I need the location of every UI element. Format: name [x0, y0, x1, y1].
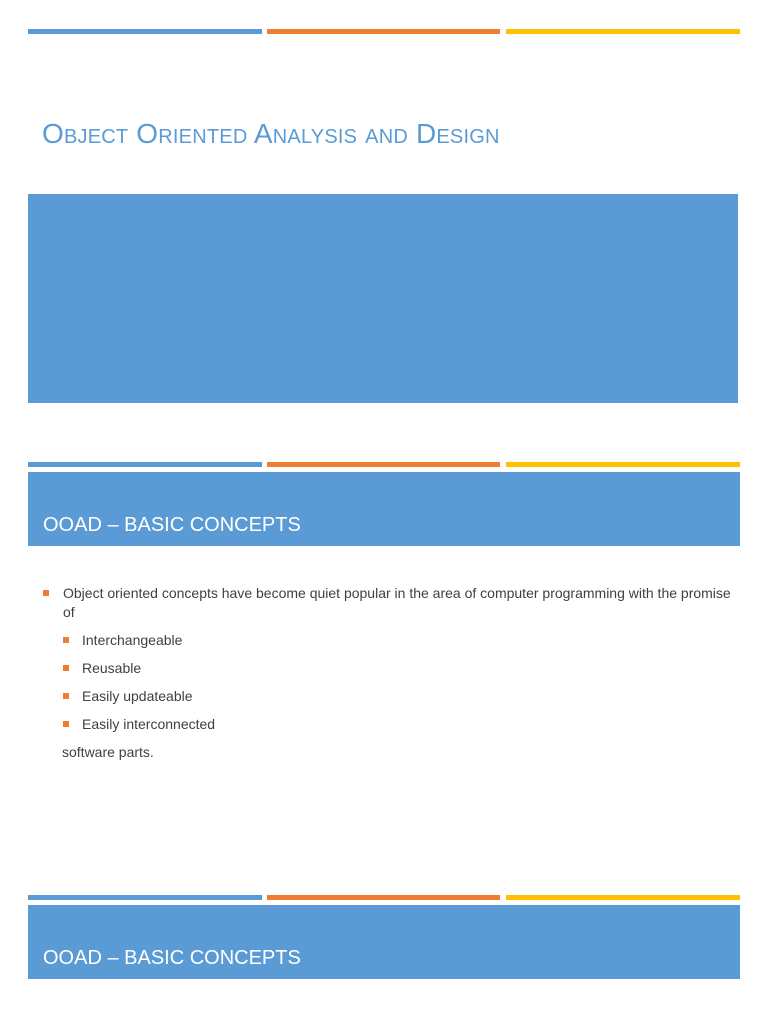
bullet-square-icon — [63, 721, 69, 727]
sub-bullet-text: Interchangeable — [82, 632, 183, 648]
banner-title: OOAD – BASIC CONCEPTS — [43, 514, 301, 536]
bullet-square-icon — [63, 637, 69, 643]
sub-bullet-item — [42, 687, 732, 706]
sub-bullet-item — [42, 715, 732, 734]
slide-title: Object Oriented Analysis and Design — [42, 118, 500, 149]
top-stripe-orange — [267, 895, 500, 900]
top-stripe-blue — [28, 29, 262, 34]
top-stripe-yellow — [506, 895, 740, 900]
blue-content-panel — [28, 194, 738, 403]
bullet-square-icon — [63, 693, 69, 699]
bullet-square-icon — [43, 590, 49, 596]
top-stripe-yellow — [506, 29, 740, 34]
trailing-text: software parts. — [62, 744, 154, 760]
top-stripe-orange — [267, 462, 500, 467]
bullet-square-icon — [63, 665, 69, 671]
sub-bullet-item — [42, 659, 732, 678]
bullet-text: Object oriented concepts have become quiet popular in the area of computer programming with the promise of — [63, 585, 731, 620]
bullet-item — [42, 584, 732, 622]
top-stripe-yellow — [506, 462, 740, 467]
top-stripe-orange — [267, 29, 500, 34]
sub-bullet-text: Reusable — [82, 660, 142, 676]
top-stripe-blue — [28, 895, 262, 900]
sub-bullet-item — [42, 631, 732, 650]
sub-bullet-text: Easily updateable — [82, 688, 193, 704]
top-stripe-blue — [28, 462, 262, 467]
bullet-list — [42, 584, 732, 762]
sub-bullet-text: Easily interconnected — [82, 716, 216, 732]
banner-title: OOAD – BASIC CONCEPTS — [43, 947, 301, 969]
